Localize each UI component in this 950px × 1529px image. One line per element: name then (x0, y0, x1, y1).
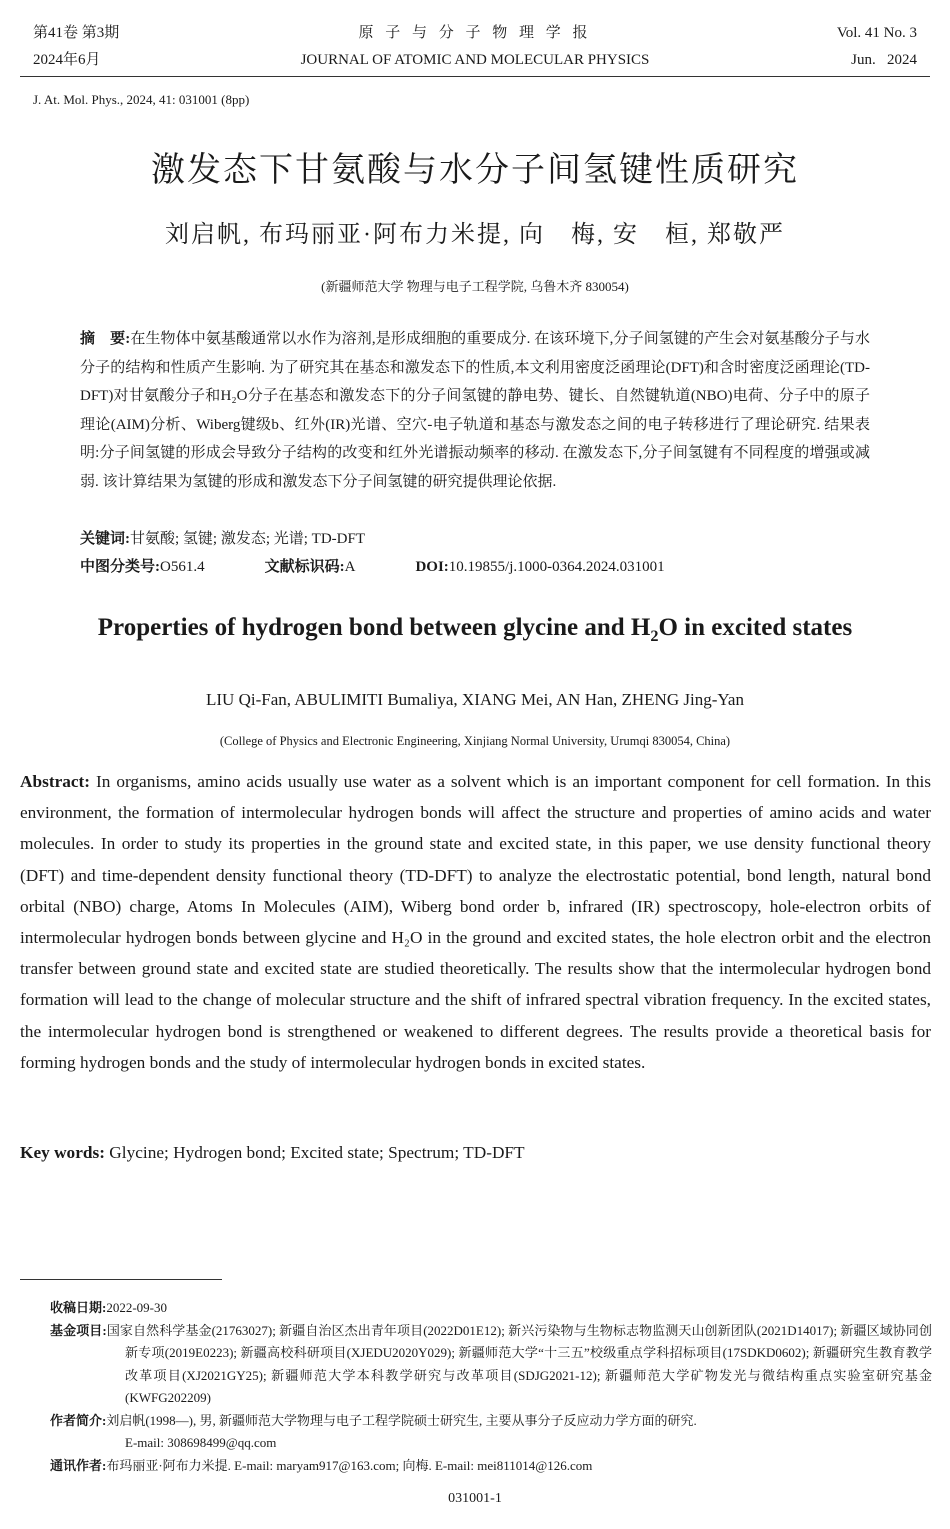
received-value: 2022-09-30 (106, 1300, 168, 1315)
title-en-sub: 2 (650, 627, 659, 645)
authors-cn: 刘启帆, 布玛丽亚·阿布力米提, 向 梅, 安 桓, 郑敬严 (165, 222, 785, 248)
header-volume-en (837, 20, 917, 74)
corresponding-author (50, 1455, 932, 1478)
header-rule (20, 76, 930, 77)
abstract-cn (80, 325, 870, 496)
affiliation-cn: (新疆师范大学 物理与电子工程学院, 乌鲁木齐 830054) (321, 279, 629, 294)
keywords-en-label: Key words: (20, 1143, 105, 1162)
doc-code-value: A (344, 559, 356, 575)
doc-code-label: 文献标识码: (264, 559, 345, 575)
keywords-cn-label: 关键词: (80, 531, 130, 547)
keywords-en (20, 1143, 525, 1163)
citation: J. At. Mol. Phys., 2024, 41: 031001 (8pp) (33, 92, 250, 107)
clc-label: 中图分类号: (80, 559, 160, 575)
keywords-en-text: Glycine; Hydrogen bond; Excited state; Spectrum; TD-DFT (109, 1143, 525, 1162)
doi-label: DOI: (415, 559, 449, 575)
corr-value: 布玛丽亚·阿布力米提. E-mail: maryam917@163.com; 向梅. E-mail: mei811014@126.com (106, 1457, 593, 1473)
date-cn: 2024年6月 (33, 52, 101, 68)
received-date (50, 1297, 932, 1320)
corr-label: 通讯作者: (50, 1457, 107, 1473)
author-label: 作者简介: (50, 1412, 107, 1428)
keywords-cn (80, 527, 365, 548)
journal-cn: 原 子 与 分 子 物 理 学 报 (358, 25, 592, 41)
fund-value: 国家自然科学基金(21763027); 新疆自治区杰出青年项目(2022D01E12); 新兴污染物与生物标志物监测天山创新团队(2021D14017); 新疆区域协同创新专项(2019E0223); 新疆高校科研项目(XJEDU2020Y029); 新疆师范大学“十三五”校级重点学科招标项目(17SDKD0602); 新疆研究生教育教学改革项目(XJ2021GY25); 新疆师范大学本科教学研究与改革项目(SDJG2021-12); 新疆师范大学矿物发光与微结构重点实验室研究基金(KWFG202209) (106, 1322, 932, 1405)
keywords-cn-text: 甘氨酸; 氢键; 激发态; 光谱; TD-DFT (130, 531, 365, 547)
journal-name (0, 20, 950, 74)
title-en-pre: Properties of hydrogen bond between glycine and H (97, 614, 651, 641)
title-en-post: O in excited states (658, 614, 853, 641)
fund (50, 1320, 932, 1410)
author-email: E-mail: 308698499@qq.com (125, 1435, 277, 1450)
abstract-en-label: Abstract: (20, 772, 91, 791)
title-cn: 激发态下甘氨酸与水分子间氢键性质研究 (151, 150, 799, 190)
volume-cn: 第41卷 第3期 (33, 25, 120, 41)
page-number: 031001-1 (448, 1491, 502, 1506)
author-bio (50, 1410, 932, 1455)
abstract-cn-text: 在生物体中氨基酸通常以水作为溶剂,是形成细胞的重要成分. 在该环境下,分子间氢键的产生会对氨基酸分子与水分子的结构和性质产生影响. 为了研究其在基态和激发态下的性质,本文利用密度泛函理论(DFT)和含时密度泛函理论(TD-DFT)对甘氨酸分子和H₂O分子在基态和激发态下的分子间氢键的静电势、键长、自然键轨道(NBO)电荷、分子中的原子理论(AIM)分析、Wiberg键级b、红外(IR)光谱、空穴-电子轨道和基态与激发态之间的电子转移进行了理论研究. 结果表明:分子间氢键的形成会导致分子结构的改变和红外光谱振动频率的移动. 在激发态下,分子间氢键有不同程度的增强或减弱. 该计算结果为氢键的形成和激发态下分子间氢键的研究提供理论依据. (80, 331, 870, 490)
abstract-cn-label: 摘 要: (80, 331, 131, 347)
abstract-en (20, 766, 931, 1078)
footnote-rule (20, 1279, 222, 1280)
doi-value: 10.19855/j.1000-0364.2024.031001 (448, 559, 665, 575)
received-label: 收稿日期: (50, 1300, 107, 1315)
abstract-en-text: In organisms, amino acids usually use water as a solvent which is an important component for cell formation. In this environment, the formation of intermolecular hydrogen bonds will affect the structure and properties of amino acids and water molecules. In order to study its properties in the ground state and excited state, in this paper, we use density functional theory (DFT) and time-dependent density functional theory (TD-DFT) to analyze the electrostatic potential, bond length, natural bond orbital (NBO) charge, Atoms In Molecules (AIM), Wiberg bond order b, infrared (IR) spectroscopy, hole-electron orbits of intermolecular hydrogen bonds between glycine and H₂O in the ground and excited states, the hole electron orbit and the electron transfer between ground state and excited state are studied theoretically. The results show that the intermolecular hydrogen bond formation will lead to the change of molecular structure and the shift of infrared spectral vibration frequency. In the excited states, the intermolecular hydrogen bond is strengthened or weakened to different degrees. The results provide a theoretical basis for forming hydrogen bonds and the study of intermolecular hydrogen bonds in excited states. (20, 772, 931, 1072)
journal-en: JOURNAL OF ATOMIC AND MOLECULAR PHYSICS (300, 52, 650, 68)
classification-line (80, 555, 665, 576)
volume-en: Vol. 41 No. 3 (836, 25, 917, 41)
footnotes (50, 1297, 932, 1477)
date-en: Jun. 2024 (851, 52, 917, 68)
authors-en: LIU Qi-Fan, ABULIMITI Bumaliya, XIANG Mei, AN Han, ZHENG Jing-Yan (206, 690, 744, 709)
title-en (0, 614, 950, 646)
affiliation-en: (College of Physics and Electronic Engineering, Xinjiang Normal University, Urumqi 830054, China) (219, 734, 731, 748)
author-value: 刘启帆(1998—), 男, 新疆师范大学物理与电子工程学院硕士研究生, 主要从事分子反应动力学方面的研究. (106, 1412, 697, 1428)
fund-label: 基金项目: (50, 1322, 107, 1338)
clc-value: O561.4 (160, 559, 205, 575)
